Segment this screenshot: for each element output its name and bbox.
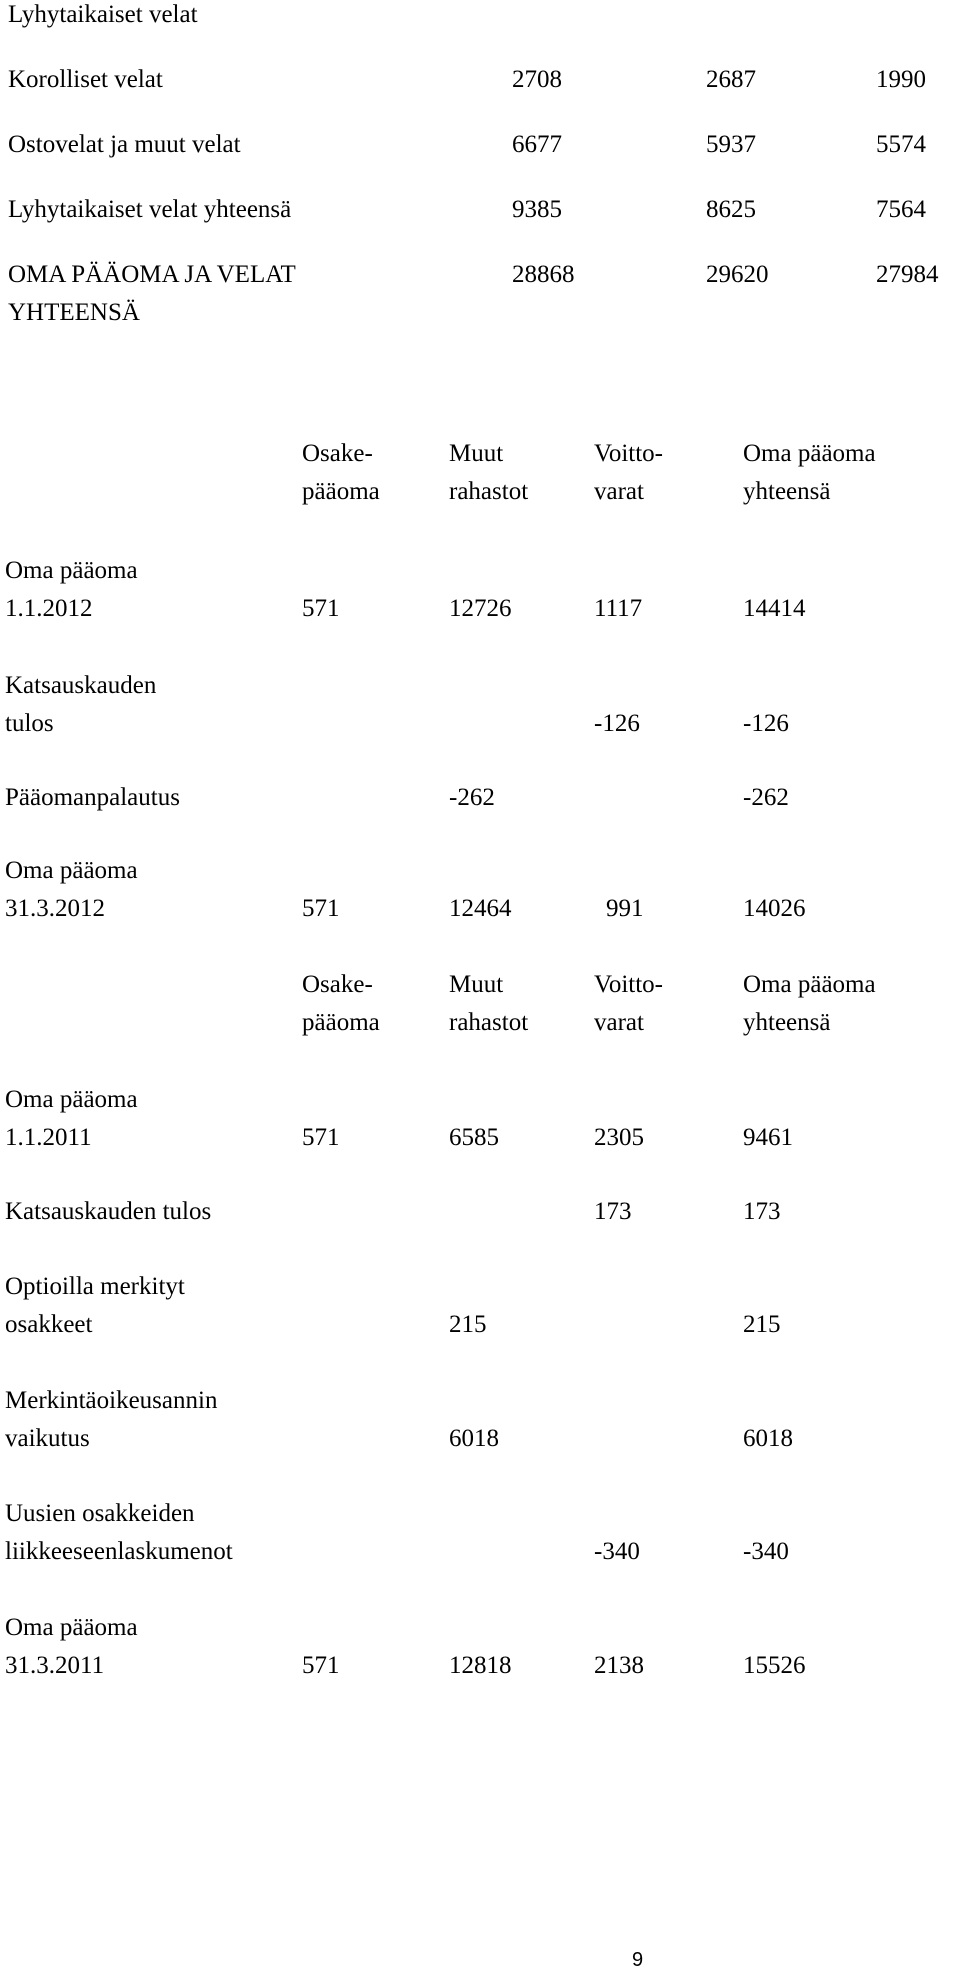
cell-value: 571 (302, 595, 340, 622)
cell-value: 571 (302, 895, 340, 922)
column-header: Muut (449, 440, 504, 467)
column-header: Osake- (302, 971, 373, 998)
column-header: Oma pääoma (743, 440, 876, 467)
cell-value: -126 (594, 710, 640, 737)
column-header: Voitto- (594, 440, 663, 467)
row-label: Oma pääoma (5, 857, 138, 884)
cell-value: 6585 (449, 1124, 499, 1151)
row-label: Oma pääoma (5, 1614, 138, 1641)
cell-value: 215 (743, 1311, 781, 1338)
cell-value: 1990 (876, 66, 926, 93)
row-label: Lyhytaikaiset velat yhteensä (8, 196, 292, 223)
column-header: yhteensä (743, 1009, 831, 1036)
column-header: rahastot (449, 1009, 529, 1036)
column-header: varat (594, 1009, 644, 1036)
cell-value: 12818 (449, 1652, 512, 1679)
cell-value: 29620 (706, 261, 769, 288)
cell-value: 28868 (512, 261, 575, 288)
row-label: Optioilla merkityt (5, 1273, 185, 1300)
cell-value: 6677 (512, 131, 562, 158)
row-label: liikkeeseenlaskumenot (5, 1538, 233, 1565)
row-label: Korolliset velat (8, 66, 163, 93)
row-label: Uusien osakkeiden (5, 1500, 195, 1527)
row-label: OMA PÄÄOMA JA VELAT (8, 261, 296, 288)
row-label: Ostovelat ja muut velat (8, 131, 241, 158)
row-label: Oma pääoma (5, 557, 138, 584)
cell-value: 27984 (876, 261, 939, 288)
page-number: 9 (632, 1949, 644, 1971)
column-header: Osake- (302, 440, 373, 467)
column-header: rahastot (449, 478, 529, 505)
cell-value: 12464 (449, 895, 512, 922)
column-header: varat (594, 478, 644, 505)
row-label: 31.3.2012 (5, 895, 105, 922)
row-label: tulos (5, 710, 54, 737)
cell-value: 14414 (743, 595, 806, 622)
cell-value: -262 (449, 784, 495, 811)
cell-value: -340 (594, 1538, 640, 1565)
row-label: Oma pääoma (5, 1086, 138, 1113)
column-header: yhteensä (743, 478, 831, 505)
column-header: Voitto- (594, 971, 663, 998)
row-label: Merkintäoikeusannin (5, 1387, 218, 1414)
cell-value: 2305 (594, 1124, 644, 1151)
cell-value: 6018 (449, 1425, 499, 1452)
cell-value: 5937 (706, 131, 756, 158)
cell-value: 7564 (876, 196, 926, 223)
row-label: osakkeet (5, 1311, 93, 1338)
section-title-short-term-liabilities: Lyhytaikaiset velat (8, 1, 198, 28)
column-header: Oma pääoma (743, 971, 876, 998)
cell-value: 5574 (876, 131, 926, 158)
cell-value: -262 (743, 784, 789, 811)
row-label: Katsauskauden tulos (5, 1198, 212, 1225)
cell-value: 8625 (706, 196, 756, 223)
row-label: Pääomanpalautus (5, 784, 180, 811)
cell-value: 173 (743, 1198, 781, 1225)
cell-value: 15526 (743, 1652, 806, 1679)
cell-value: 2687 (706, 66, 756, 93)
cell-value: 173 (594, 1198, 632, 1225)
column-header: Muut (449, 971, 504, 998)
row-label: 1.1.2012 (5, 595, 93, 622)
cell-value: 1117 (594, 595, 643, 622)
row-label: Katsauskauden (5, 672, 157, 699)
cell-value: -126 (743, 710, 789, 737)
cell-value: 2138 (594, 1652, 644, 1679)
row-label: YHTEENSÄ (8, 299, 140, 326)
cell-value: 12726 (449, 595, 512, 622)
row-label: 31.3.2011 (5, 1652, 105, 1679)
column-header: pääoma (302, 478, 380, 505)
row-label: vaikutus (5, 1425, 90, 1452)
cell-value: 2708 (512, 66, 562, 93)
cell-value: -340 (743, 1538, 789, 1565)
cell-value: 6018 (743, 1425, 793, 1452)
cell-value: 9385 (512, 196, 562, 223)
cell-value: 991 (606, 895, 644, 922)
cell-value: 14026 (743, 895, 806, 922)
cell-value: 9461 (743, 1124, 793, 1151)
row-label: 1.1.2011 (5, 1124, 92, 1151)
cell-value: 571 (302, 1652, 340, 1679)
cell-value: 215 (449, 1311, 487, 1338)
cell-value: 571 (302, 1124, 340, 1151)
column-header: pääoma (302, 1009, 380, 1036)
